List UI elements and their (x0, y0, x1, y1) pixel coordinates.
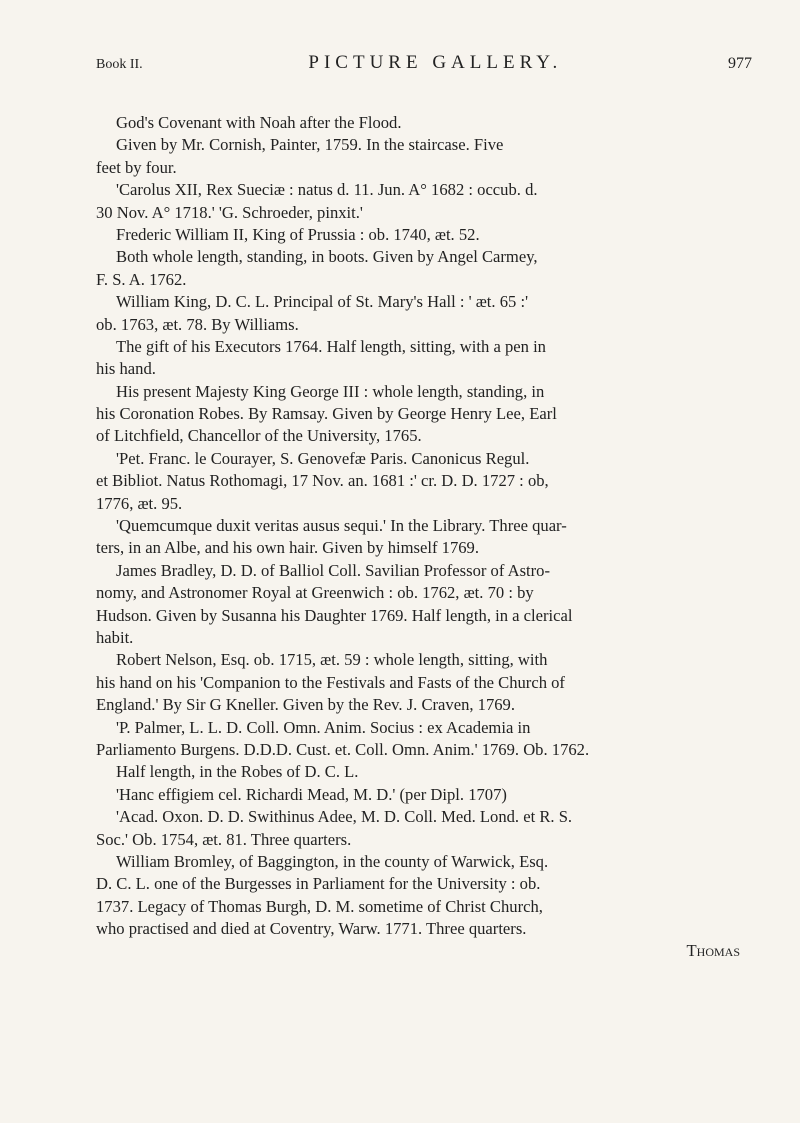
text-line: 'Acad. Oxon. D. D. Swithinus Adee, M. D. Coll. Med. Lond. et R. S. (116, 807, 573, 827)
text-line: 1776, æt. 95. (96, 493, 183, 513)
text-line: his hand. (96, 359, 156, 379)
text-line: et Bibliot. Natus Rothomagi, 17 Nov. an. 1681 :' cr. D. D. 1727 : ob, (96, 471, 549, 491)
text-line: William King, D. C. L. Principal of St. Mary's Hall : ' æt. 65 :' (116, 292, 529, 312)
text-line: his hand on his 'Companion to the Festivals and Fasts of the Church of (96, 672, 565, 692)
text-line: Hudson. Given by Susanna his Daughter 1769. Half length, in a clerical (96, 605, 573, 625)
text-line: Half length, in the Robes of D. C. L. (116, 762, 359, 782)
page-number: 977 (727, 55, 752, 72)
text-line: 30 Nov. A° 1718.' 'G. Schroeder, pinxit.' (96, 202, 363, 222)
text-line: His present Majesty King George III : whole length, standing, in (116, 381, 545, 401)
text-line: 1737. Legacy of Thomas Burgh, D. M. sometime of Christ Church, (96, 896, 543, 916)
text-line: D. C. L. one of the Burgesses in Parliament for the University : ob. (96, 874, 541, 894)
text-line: The gift of his Executors 1764. Half length, sitting, with a pen in (116, 336, 546, 356)
text-line: 'Hanc effigiem cel. Richardi Mead, M. D.' (per Dipl. 1707) (116, 784, 507, 804)
text-line: Frederic William II, King of Prussia : ob. 1740, æt. 52. (116, 224, 480, 244)
running-title: PICTURE GALLERY. (308, 52, 563, 73)
text-line: God's Covenant with Noah after the Flood. (116, 113, 402, 132)
text-line: Soc.' Ob. 1754, æt. 81. Three quarters. (96, 829, 352, 849)
text-line: 'Pet. Franc. le Courayer, S. Genovefæ Paris. Canonicus Regul. (116, 448, 530, 468)
text-line: Both whole length, standing, in boots. Given by Angel Carmey, (116, 247, 538, 267)
body-text (96, 112, 746, 963)
text-line: ob. 1763, æt. 78. By Williams. (96, 314, 299, 334)
text-line: 'Carolus XII, Rex Sueciæ : natus d. 11. Jun. A° 1682 : occub. d. (116, 180, 538, 200)
text-line: William Bromley, of Baggington, in the county of Warwick, Esq. (116, 851, 549, 871)
text-line: of Litchfield, Chancellor of the University, 1765. (96, 426, 422, 446)
text-line: 'P. Palmer, L. L. D. Coll. Omn. Anim. Socius : ex Academia in (116, 717, 531, 737)
text-line: F. S. A. 1762. (96, 269, 187, 289)
book-label: Book II. (96, 57, 143, 72)
text-line: Parliamento Burgens. D.D.D. Cust. et. Coll. Omn. Anim.' 1769. Ob. 1762. (96, 739, 590, 759)
text-line: England.' By Sir G Kneller. Given by the Rev. J. Craven, 1769. (96, 695, 515, 715)
text-line: 'Quemcumque duxit veritas ausus sequi.' In the Library. Three quar- (116, 516, 567, 536)
text-line: who practised and died at Coventry, Warw. 1771. Three quarters. (96, 919, 527, 939)
text-line: habit. (96, 627, 134, 647)
text-line: Robert Nelson, Esq. ob. 1715, æt. 59 : whole length, sitting, with (116, 650, 548, 670)
text-line: Given by Mr. Cornish, Painter, 1759. In the staircase. Five (116, 135, 504, 155)
text-line: ters, in an Albe, and his own hair. Given by himself 1769. (96, 538, 479, 558)
text-line: feet by four. (96, 157, 177, 177)
text-line: his Coronation Robes. By Ramsay. Given by George Henry Lee, Earl (96, 404, 557, 424)
catchword: Thomas (686, 941, 740, 961)
running-header (96, 52, 752, 74)
text-line: James Bradley, D. D. of Balliol Coll. Savilian Professor of Astro- (116, 560, 550, 580)
text-line: nomy, and Astronomer Royal at Greenwich : ob. 1762, æt. 70 : by (96, 583, 534, 603)
